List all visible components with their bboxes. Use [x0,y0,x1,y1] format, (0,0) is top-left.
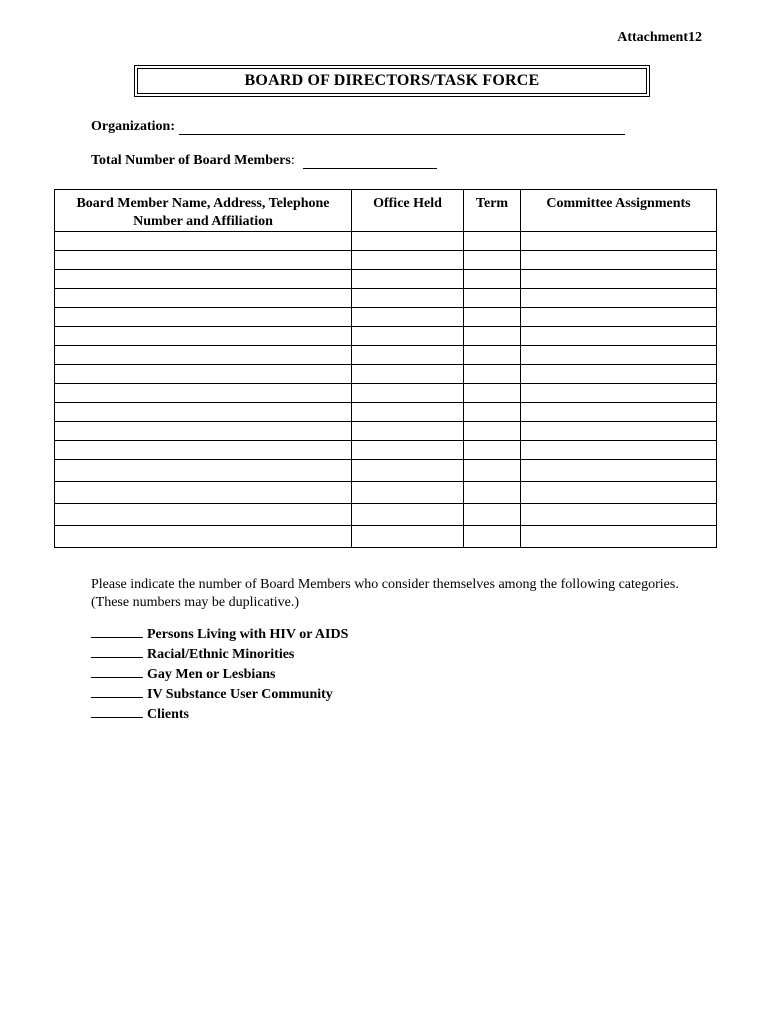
header-committee-assignments: Committee Assignments [521,190,717,232]
table-cell[interactable] [521,504,717,526]
organization-field [91,119,625,135]
table-cell[interactable] [521,232,717,251]
instructions-text: Please indicate the number of Board Members who consider themselves among the following categories. (These numbers may be duplicative.) [91,577,679,610]
total-members-field [91,153,437,169]
table-cell[interactable] [464,504,521,526]
table-cell[interactable] [521,270,717,289]
table-cell[interactable] [521,327,717,346]
table-row [55,365,717,384]
table-cell[interactable] [55,270,352,289]
table-cell[interactable] [464,251,521,270]
table-cell[interactable] [352,365,464,384]
table-cell[interactable] [464,327,521,346]
category-label: Gay Men or Lesbians [147,667,276,682]
table-cell[interactable] [464,482,521,504]
table-cell[interactable] [464,460,521,482]
table-cell[interactable] [55,232,352,251]
table-cell[interactable] [55,422,352,441]
table-cell[interactable] [352,526,464,548]
table-cell[interactable] [464,346,521,365]
table-cell[interactable] [464,403,521,422]
category-label: Clients [147,707,189,722]
category-count-blank[interactable] [91,704,143,718]
table-row [55,346,717,365]
table-cell[interactable] [521,365,717,384]
table-row [55,289,717,308]
table-cell[interactable] [521,460,717,482]
organization-label: Organization: [91,119,175,134]
table-cell[interactable] [352,482,464,504]
category-count-blank[interactable] [91,624,143,638]
table-cell[interactable] [521,526,717,548]
board-members-table [54,189,717,548]
table-cell[interactable] [352,270,464,289]
table-cell[interactable] [521,289,717,308]
table-row [55,441,717,460]
category-label: IV Substance User Community [147,687,333,702]
table-cell[interactable] [464,270,521,289]
table-cell[interactable] [55,365,352,384]
table-cell[interactable] [352,251,464,270]
category-count-blank[interactable] [91,644,143,658]
table-cell[interactable] [55,308,352,327]
category-label: Persons Living with HIV or AIDS [147,627,349,642]
table-row [55,384,717,403]
attachment-label: Attachment12 [617,30,702,45]
table-cell[interactable] [55,482,352,504]
table-cell[interactable] [352,346,464,365]
table-row [55,308,717,327]
table-row [55,504,717,526]
table-cell[interactable] [352,327,464,346]
table-cell[interactable] [464,289,521,308]
list-item [91,644,348,664]
table-cell[interactable] [55,526,352,548]
table-cell[interactable] [55,346,352,365]
table-row [55,482,717,504]
table-cell[interactable] [55,251,352,270]
table-cell[interactable] [352,504,464,526]
table-header-row [55,190,717,232]
table-cell[interactable] [521,251,717,270]
table-cell[interactable] [55,441,352,460]
table-cell[interactable] [521,346,717,365]
table-cell[interactable] [352,289,464,308]
table-cell[interactable] [55,327,352,346]
table-cell[interactable] [464,526,521,548]
table-cell[interactable] [464,365,521,384]
table-cell[interactable] [352,384,464,403]
table-cell[interactable] [55,504,352,526]
table-cell[interactable] [464,441,521,460]
list-item [91,684,348,704]
table-cell[interactable] [521,308,717,327]
list-item [91,624,348,644]
table-cell[interactable] [352,232,464,251]
table-cell[interactable] [521,422,717,441]
table-body [55,232,717,548]
table-cell[interactable] [464,384,521,403]
table-cell[interactable] [55,289,352,308]
category-count-blank[interactable] [91,664,143,678]
total-members-label: Total Number of Board Members [91,153,291,168]
table-cell[interactable] [352,403,464,422]
table-cell[interactable] [55,384,352,403]
category-count-blank[interactable] [91,684,143,698]
table-cell[interactable] [521,482,717,504]
table-cell[interactable] [55,460,352,482]
header-term: Term [464,190,521,232]
table-cell[interactable] [521,441,717,460]
header-member-name: Board Member Name, Address, Telephone Number and Affiliation [55,190,352,232]
table-row [55,232,717,251]
table-cell[interactable] [352,422,464,441]
table-row [55,251,717,270]
table-row [55,460,717,482]
table-cell[interactable] [521,384,717,403]
table-cell[interactable] [464,308,521,327]
total-members-colon: : [290,153,295,168]
list-item [91,704,348,724]
page-title: BOARD OF DIRECTORS/TASK FORCE [137,68,647,94]
list-item [91,664,348,684]
header-office-held: Office Held [352,190,464,232]
title-box [134,65,650,97]
organization-blank-line[interactable] [179,120,625,135]
table-row [55,422,717,441]
table-cell[interactable] [55,403,352,422]
category-label: Racial/Ethnic Minorities [147,647,295,662]
table-row [55,526,717,548]
table-cell[interactable] [352,441,464,460]
table-cell[interactable] [464,232,521,251]
table-cell[interactable] [352,460,464,482]
table-cell[interactable] [352,308,464,327]
table-row [55,403,717,422]
table-cell[interactable] [521,403,717,422]
table-row [55,327,717,346]
table-row [55,270,717,289]
total-members-blank-line[interactable] [303,154,437,169]
categories-list [91,624,348,724]
table-cell[interactable] [464,422,521,441]
